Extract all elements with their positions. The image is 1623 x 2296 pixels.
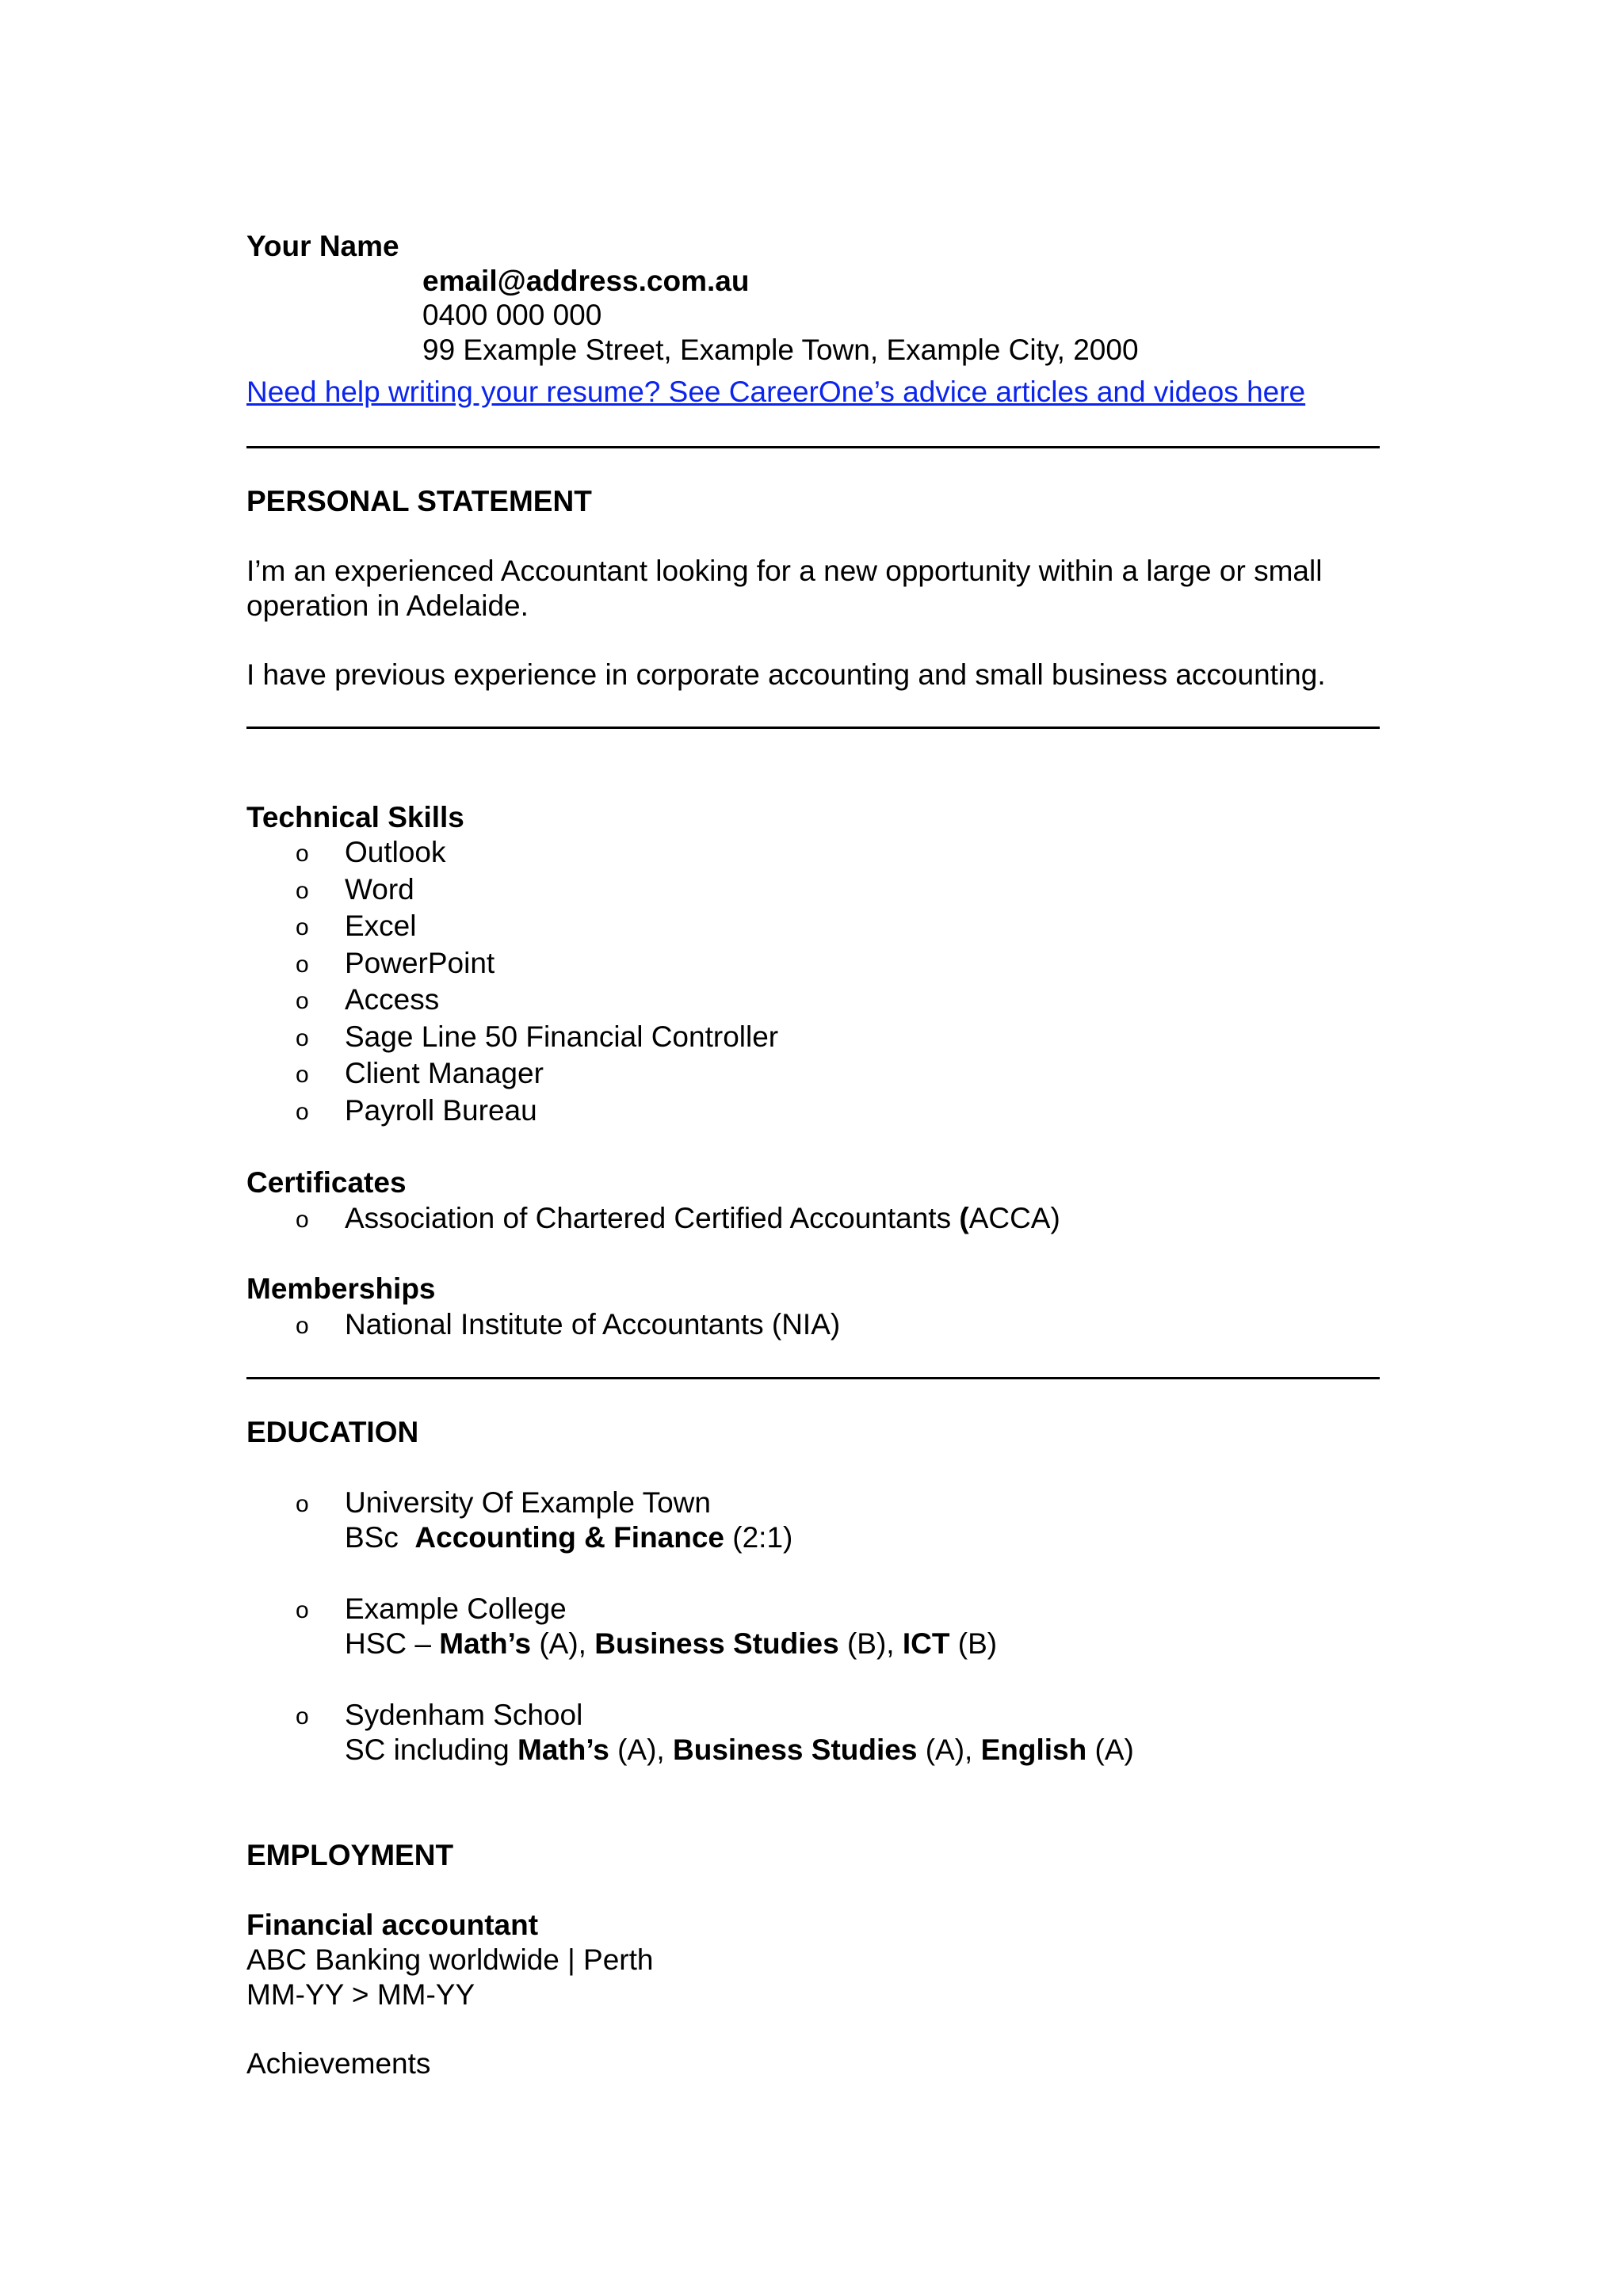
candidate-name: Your Name — [246, 230, 399, 262]
employment-heading: EMPLOYMENT — [246, 1839, 454, 1871]
grade: (B), — [838, 1627, 903, 1660]
bullet-icon: o — [296, 1313, 309, 1339]
education-school: University Of Example Town — [345, 1486, 711, 1519]
grade: (A), — [917, 1733, 981, 1766]
divider — [246, 1377, 1380, 1379]
technical-skills-heading: Technical Skills — [246, 801, 464, 833]
education-heading: EDUCATION — [246, 1416, 419, 1448]
personal-statement-line: I have previous experience in corporate accounting and small business accounting. — [246, 658, 1326, 691]
grade: (B) — [949, 1627, 998, 1660]
bullet-icon: o — [296, 1099, 309, 1125]
bullet-icon: o — [296, 1703, 309, 1730]
membership-item: National Institute of Accountants (NIA) — [345, 1308, 841, 1341]
education-qualification — [345, 1520, 792, 1555]
education-school: Sydenham School — [345, 1699, 583, 1731]
contact-email: email@address.com.au — [422, 265, 750, 297]
personal-statement-heading: PERSONAL STATEMENT — [246, 485, 592, 517]
bullet-icon: o — [296, 1491, 309, 1517]
education-qualification — [345, 1733, 1134, 1768]
technical-skill-item: Client Manager — [345, 1057, 544, 1089]
grade: (2:1) — [724, 1521, 793, 1554]
technical-skill-item: Access — [345, 983, 440, 1016]
bullet-icon: o — [296, 914, 309, 940]
resume-help-link[interactable]: Need help writing your resume? See CareerOne’s advice articles and videos here — [246, 376, 1306, 408]
memberships-heading: Memberships — [246, 1272, 436, 1305]
contact-address: 99 Example Street, Example Town, Example City, 2000 — [422, 334, 1139, 366]
certificate-name: Association of Chartered Certified Accountants — [345, 1202, 960, 1234]
technical-skill-item: Payroll Bureau — [345, 1094, 537, 1127]
contact-phone: 0400 000 000 — [422, 299, 602, 331]
bullet-icon: o — [296, 1025, 309, 1051]
certificate-item — [345, 1201, 1060, 1236]
technical-skill-item: Outlook — [345, 836, 446, 868]
bullet-icon: o — [296, 878, 309, 904]
subject: Math’s — [517, 1733, 609, 1766]
personal-statement-line: I’m an experienced Accountant looking for a new opportunity within a large or small — [246, 555, 1323, 587]
personal-statement-line: operation in Adelaide. — [246, 589, 529, 622]
qualification-prefix: SC including — [345, 1733, 518, 1766]
education-school: Example College — [345, 1592, 567, 1625]
qualification-prefix: HSC – — [345, 1627, 440, 1660]
job-dates: MM-YY > MM-YY — [246, 1978, 475, 2011]
subject: Business Studies — [673, 1733, 918, 1766]
subject: ICT — [902, 1627, 950, 1660]
bullet-icon: o — [296, 1062, 309, 1088]
job-company: ABC Banking worldwide | Perth — [246, 1943, 654, 1976]
bullet-icon: o — [296, 841, 309, 867]
certificate-acronym: ACCA) — [968, 1202, 1060, 1234]
grade: (A), — [531, 1627, 595, 1660]
certificate-paren: ( — [959, 1202, 969, 1234]
qualification-prefix: BSc — [345, 1521, 415, 1554]
subject: English — [980, 1733, 1087, 1766]
bullet-icon: o — [296, 952, 309, 978]
education-qualification — [345, 1627, 997, 1661]
certificates-heading: Certificates — [246, 1166, 407, 1199]
grade: (A), — [609, 1733, 673, 1766]
technical-skill-item: Sage Line 50 Financial Controller — [345, 1020, 779, 1053]
subject: Accounting & Finance — [414, 1521, 724, 1554]
subject: Business Studies — [594, 1627, 839, 1660]
technical-skill-item: Excel — [345, 910, 417, 942]
technical-skill-item: Word — [345, 873, 414, 906]
divider — [246, 446, 1380, 448]
bullet-icon: o — [296, 1597, 309, 1623]
technical-skill-item: PowerPoint — [345, 947, 495, 979]
achievements-label: Achievements — [246, 2047, 431, 2080]
bullet-icon: o — [296, 988, 309, 1014]
bullet-icon: o — [296, 1207, 309, 1233]
divider — [246, 727, 1380, 729]
job-title: Financial accountant — [246, 1909, 539, 1941]
subject: Math’s — [439, 1627, 532, 1660]
grade: (A) — [1086, 1733, 1134, 1766]
